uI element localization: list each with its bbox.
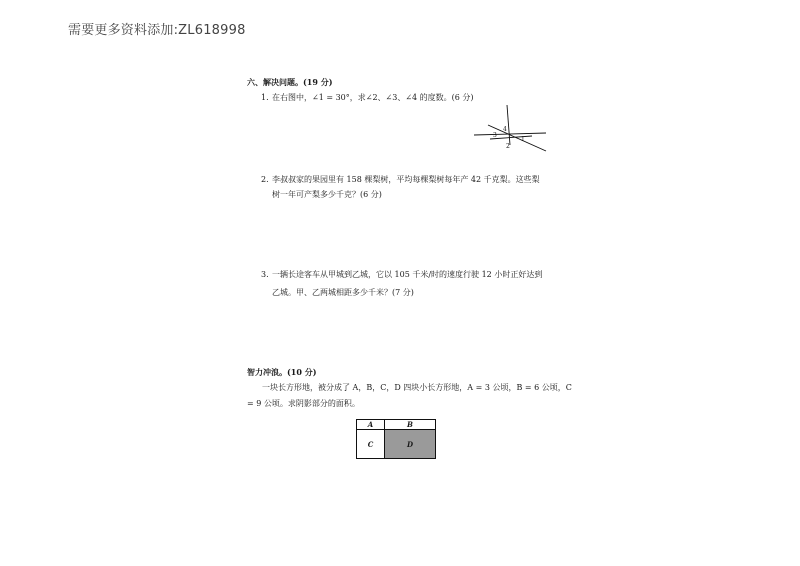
grid-cell-a: A (357, 420, 385, 430)
angle-figure (472, 105, 548, 153)
question-text-line-1: 李叔叔家的果园里有 158 棵梨树，平均每棵梨树每年产 42 千克梨。这些梨 (272, 175, 540, 184)
grid-cell-b: B (385, 420, 435, 430)
figure-label-2: 2 (506, 143, 510, 150)
question-text: 在右图中，∠1 = 30°，求∠2、∠3、∠4 的度数。(6 分) (272, 93, 474, 102)
watermark: 需要更多资料添加:ZL618998 (68, 23, 246, 38)
question-number: 3. (261, 270, 269, 279)
bonus-text-line-2: = 9 公顷。求阴影部分的面积。 (247, 399, 360, 408)
grid-cell-d-shaded: D (385, 430, 435, 458)
question-number: 1. (261, 93, 269, 102)
question-text-line-2: 树一年可产梨多少千克？(6 分) (272, 190, 382, 199)
figure-label-4: 4 (503, 126, 507, 133)
question-text-line-2: 乙城。甲、乙两城相距多少千米？(7 分) (272, 288, 414, 297)
section-heading: 六、解决问题。(19 分) (247, 77, 333, 87)
bonus-text-line-1: 一块长方形地，被分成了 A，B，C，D 四块小长方形地，A = 3 公顷，B = 6 公顷，C (262, 383, 572, 392)
bonus-heading: 智力冲浪。(10 分) (247, 367, 317, 377)
figure-label-3: 3 (493, 132, 497, 139)
question-number: 2. (261, 175, 269, 184)
figure-label-1: 1 (521, 136, 525, 143)
figure-line-vertical (507, 105, 510, 145)
rectangle-division-figure (356, 419, 436, 459)
question-text-line-1: 一辆长途客车从甲城到乙城，它以 105 千米/时的速度行驶 12 小时正好达到 (272, 270, 543, 279)
grid-cell-c: C (357, 430, 385, 458)
